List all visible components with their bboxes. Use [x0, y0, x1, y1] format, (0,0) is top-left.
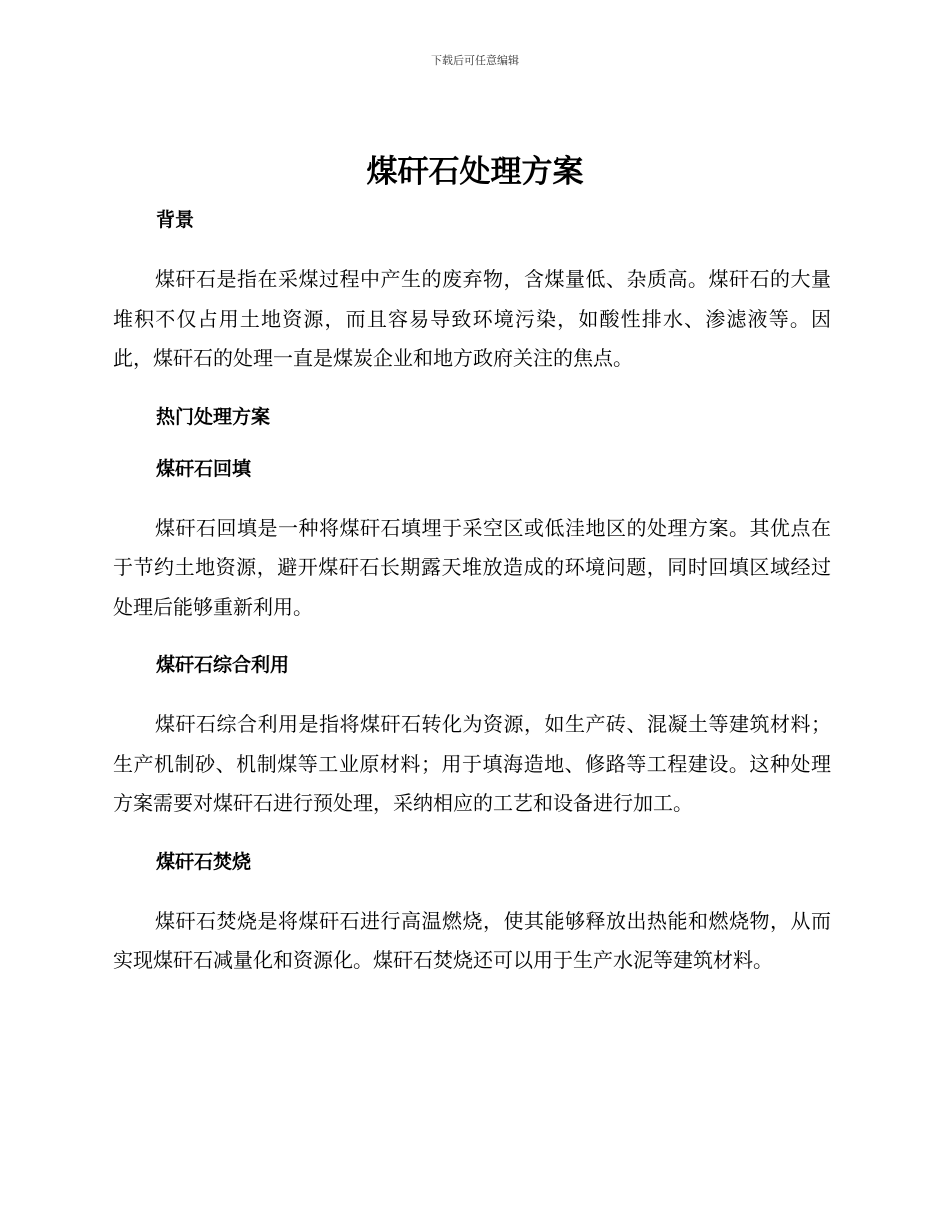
paragraph-background: 煤矸石是指在采煤过程中产生的废弃物，含煤量低、杂质高。煤矸石的大量堆积不仅占用土地资源，而且容易导致环境污染，如酸性排水、渗滤液等。因此，煤矸石的处理一直是煤炭企业和地方政府关注的焦点。: [113, 267, 831, 370]
heading-utilization: 煤矸石综合利用: [156, 654, 290, 676]
paragraph-backfill: 煤矸石回填是一种将煤矸石填埋于采空区或低洼地区的处理方案。其优点在于节约土地资源，避开煤矸石长期露天堆放造成的环境问题，同时回填区域经过处理后能够重新利用。: [113, 515, 831, 619]
heading-incineration: 煤矸石焚烧: [156, 850, 252, 873]
paragraph-utilization: 煤矸石综合利用是指将煤矸石转化为资源，如生产砖、混凝土等建筑材料；生产机制砂、机制煤等工业原材料；用于填海造地、修路等工程建设。这种处理方案需要对煤矸石进行预处理，采纳相应的工艺和设备进行加工。: [113, 712, 831, 815]
page-header-note: 下载后可任意编辑: [431, 54, 519, 67]
heading-popular-solutions: 热门处理方案: [156, 405, 271, 428]
document-title: 煤矸石处理方案: [366, 154, 584, 190]
document-body: [113, 206, 831, 981]
heading-backfill: 煤矸石回填: [156, 457, 252, 480]
heading-background: 背景: [156, 209, 195, 231]
paragraph-incineration: 煤矸石焚烧是将煤矸石进行高温燃烧，使其能够释放出热能和燃烧物，从而实现煤矸石减量化和资源化。煤矸石焚烧还可以用于生产水泥等建筑材料。: [113, 908, 831, 972]
